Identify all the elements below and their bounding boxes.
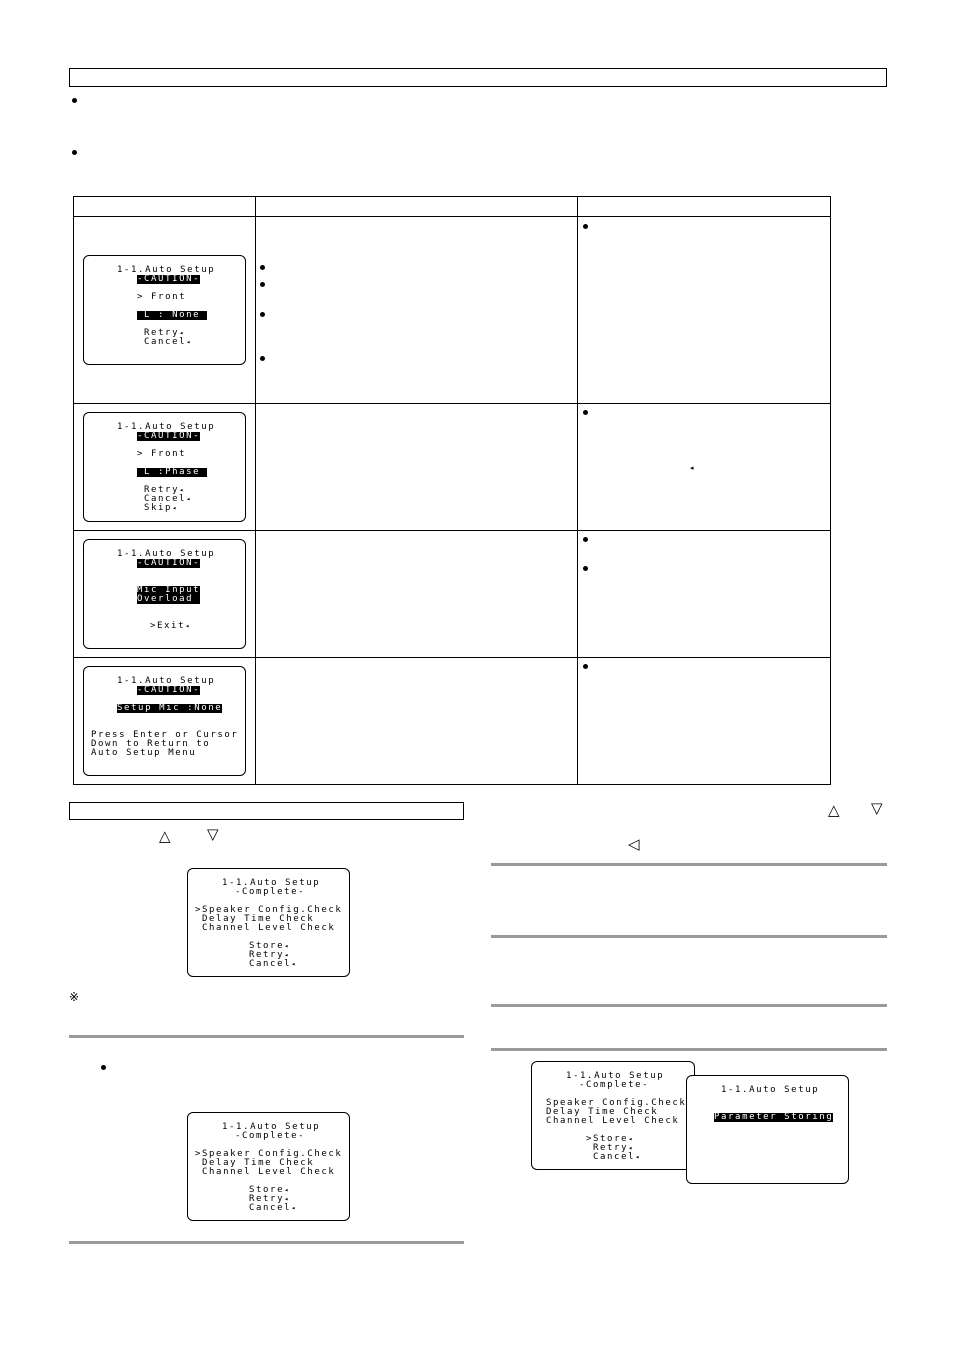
small-left-icon: ◂: [291, 1204, 297, 1212]
table-row-line: [74, 530, 830, 531]
small-left-icon: ◂: [284, 951, 290, 959]
cancel-label: Cancel: [144, 337, 187, 347]
store-label: >Store: [586, 1134, 629, 1144]
menu-item-speaker-config[interactable]: Speaker Config.Check: [546, 1098, 687, 1108]
message-line: Press Enter or Cursor: [91, 730, 239, 740]
small-left-icon: ◂: [284, 942, 290, 950]
screen-title: 1-1.Auto Setup: [117, 265, 216, 275]
screen-subtitle: -Complete-: [235, 1131, 306, 1141]
step-divider: [69, 1035, 464, 1038]
small-left-icon: ◂: [179, 329, 185, 337]
step-divider: [69, 1241, 464, 1244]
table-divider: [577, 197, 578, 784]
bullet: [101, 1065, 106, 1070]
cancel-label: Cancel: [249, 959, 292, 969]
error-label: L : None: [137, 310, 208, 320]
small-left-icon: ◂: [186, 495, 192, 503]
error-label-line2: Overload: [137, 594, 201, 604]
menu-item-delay-time[interactable]: Delay Time Check: [195, 914, 315, 924]
retry-label: Retry: [144, 485, 180, 495]
error-label-line1: Mic Input: [137, 585, 201, 595]
screen-title: 1-1.Auto Setup: [566, 1071, 665, 1081]
retry-label: Retry: [593, 1143, 629, 1153]
osd-screen-mic-none: [83, 666, 246, 776]
screen-title: 1-1.Auto Setup: [222, 878, 321, 888]
screen-title: 1-1.Auto Setup: [117, 422, 216, 432]
osd-screen-storing: [686, 1075, 849, 1184]
small-left-icon: ◂: [185, 622, 191, 630]
bullet: [583, 664, 588, 669]
bullet: [583, 224, 588, 229]
small-left-icon: ◂: [172, 504, 178, 512]
step-divider: [491, 935, 887, 938]
menu-item-channel-level[interactable]: Channel Level Check: [195, 923, 336, 933]
cancel-option[interactable]: [593, 1153, 641, 1162]
triangle-down-icon: ▽: [207, 825, 219, 843]
screen-subtitle: -Complete-: [579, 1080, 650, 1090]
caution-label: -CAUTION-: [137, 685, 201, 695]
bullet: [260, 282, 265, 287]
step-divider: [491, 1048, 887, 1051]
error-label: Setup Mic :None: [117, 703, 223, 713]
triangle-up-icon: △: [159, 827, 171, 845]
osd-screen-complete-back: [531, 1061, 695, 1170]
reference-mark-icon: ※: [69, 990, 80, 1004]
osd-screen-overload: [83, 539, 246, 649]
bullet: [260, 312, 265, 317]
small-left-icon: ◂: [291, 960, 297, 968]
small-left-icon: ◂: [635, 1153, 641, 1161]
cancel-label: Cancel: [144, 494, 187, 504]
cancel-label: Cancel: [249, 1203, 292, 1213]
screen-title: 1-1.Auto Setup: [721, 1085, 820, 1095]
speaker-line: > Front: [137, 449, 187, 459]
caution-label: -CAUTION-: [137, 558, 201, 568]
caution-label: -CAUTION-: [137, 274, 201, 284]
message-line: Auto Setup Menu: [91, 748, 197, 758]
retry-label: Retry: [249, 1194, 285, 1204]
osd-screen-phase: [83, 412, 246, 522]
cancel-option[interactable]: [249, 960, 297, 969]
menu-item-speaker-config[interactable]: >Speaker Config.Check: [195, 905, 343, 915]
osd-screen-none: [83, 255, 246, 365]
cancel-label: Cancel: [593, 1152, 636, 1162]
small-left-icon: ◂: [628, 1144, 634, 1152]
table-row-line: [74, 657, 830, 658]
menu-item-delay-time[interactable]: Delay Time Check: [546, 1107, 659, 1117]
bullet: [72, 98, 77, 103]
screen-title: 1-1.Auto Setup: [117, 549, 216, 559]
skip-option[interactable]: [144, 504, 178, 513]
bullet: [583, 566, 588, 571]
small-left-icon: ◂: [284, 1195, 290, 1203]
exit-label: >Exit: [150, 621, 186, 631]
speaker-line: > Front: [137, 292, 187, 302]
cancel-option[interactable]: [249, 1204, 297, 1213]
osd-screen-complete: [187, 1112, 350, 1221]
retry-label: Retry: [144, 328, 180, 338]
menu-item-speaker-config[interactable]: >Speaker Config.Check: [195, 1149, 343, 1159]
bullet: [583, 537, 588, 542]
triangle-left-icon: ◁: [628, 835, 640, 853]
section-header-box: [69, 802, 464, 820]
bullet: [260, 356, 265, 361]
screen-title: 1-1.Auto Setup: [222, 1122, 321, 1132]
message-line: Down to Return to: [91, 739, 211, 749]
small-left-icon: ◂: [690, 465, 694, 472]
bullet: [583, 410, 588, 415]
menu-item-channel-level[interactable]: Channel Level Check: [546, 1116, 680, 1126]
small-left-icon: ◂: [179, 486, 185, 494]
caution-label: -CAUTION-: [137, 431, 201, 441]
table-divider: [255, 197, 256, 784]
menu-item-delay-time[interactable]: Delay Time Check: [195, 1158, 315, 1168]
section-header-box: [69, 68, 887, 87]
small-left-icon: ◂: [186, 338, 192, 346]
table-header-line: [74, 216, 830, 217]
bullet: [260, 265, 265, 270]
menu-item-channel-level[interactable]: Channel Level Check: [195, 1167, 336, 1177]
exit-option[interactable]: [150, 622, 191, 631]
storing-status: Parameter Storing: [714, 1112, 834, 1122]
triangle-down-icon: ▽: [871, 799, 883, 817]
cancel-option[interactable]: [144, 338, 192, 347]
step-divider: [491, 1004, 887, 1007]
bullet: [72, 150, 77, 155]
screen-subtitle: -Complete-: [235, 887, 306, 897]
skip-label: Skip: [144, 503, 173, 513]
store-label: Store: [249, 1185, 285, 1195]
error-label: L :Phase: [137, 467, 208, 477]
osd-screen-complete: [187, 868, 350, 977]
triangle-up-icon: △: [828, 801, 840, 819]
small-left-icon: ◂: [284, 1186, 290, 1194]
table-row-line: [74, 403, 830, 404]
small-left-icon: ◂: [628, 1135, 634, 1143]
step-divider: [491, 863, 887, 866]
retry-label: Retry: [249, 950, 285, 960]
screen-title: 1-1.Auto Setup: [117, 676, 216, 686]
store-label: Store: [249, 941, 285, 951]
